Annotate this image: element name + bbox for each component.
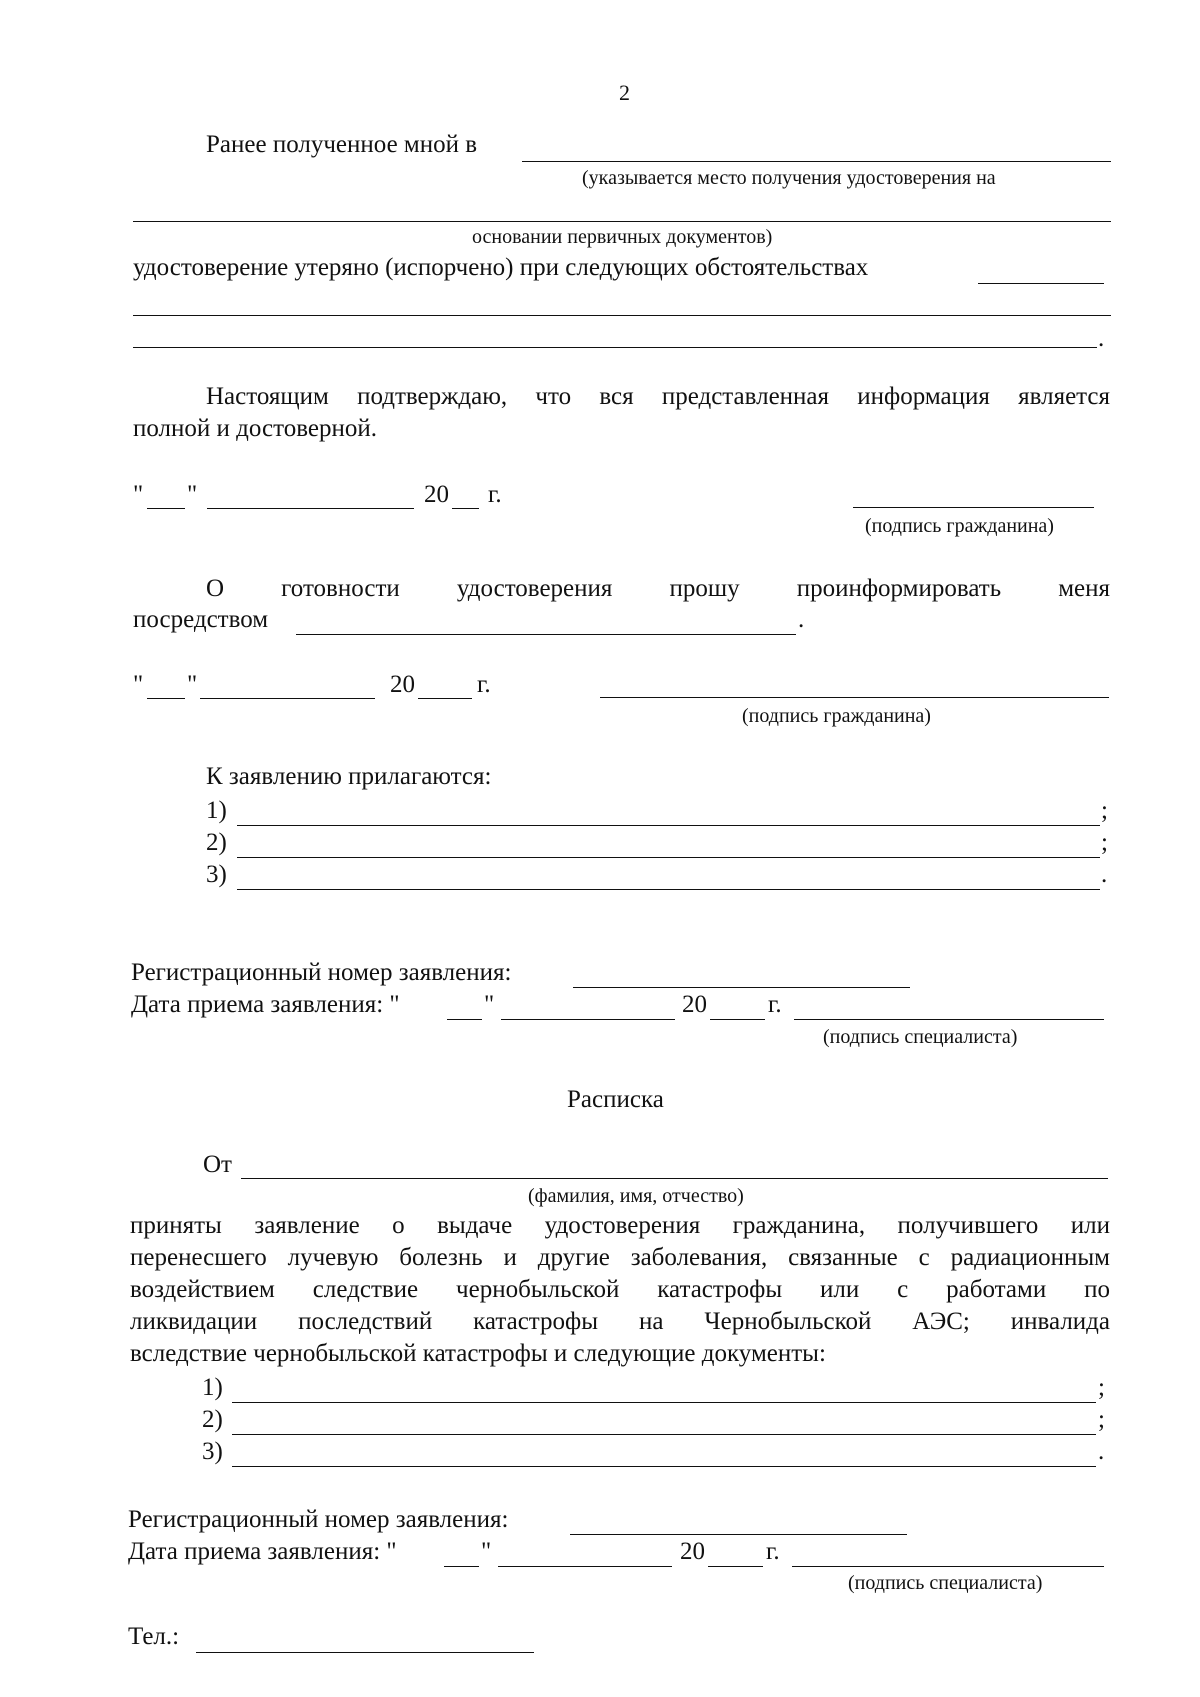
citizen-signature-line-2[interactable] — [600, 697, 1109, 698]
specialist-signature-line-1[interactable] — [794, 1019, 1104, 1020]
reception-year-suffix-2: г. — [766, 1538, 780, 1565]
place-field-line[interactable] — [522, 161, 1111, 162]
date1-month-line[interactable] — [207, 508, 414, 509]
date1-year-suffix: г. — [488, 481, 502, 508]
attachment-2-number: 2) — [206, 829, 227, 856]
date1-year-line[interactable] — [452, 508, 479, 509]
date2-year-prefix: 20 — [390, 671, 415, 698]
date2-year-line[interactable] — [418, 698, 472, 699]
lost-intro: Ранее полученное мной в — [206, 131, 478, 158]
receipt-fio-line[interactable] — [241, 1178, 1108, 1179]
receipt-doc-3-end: . — [1098, 1438, 1105, 1465]
receipt-doc-2-line[interactable] — [232, 1434, 1096, 1435]
date2-day-line[interactable] — [147, 698, 185, 699]
registration-number-label-1: Регистрационный номер заявления: — [131, 959, 512, 986]
attachment-2-line[interactable] — [237, 857, 1100, 858]
receipt-doc-3-line[interactable] — [232, 1466, 1096, 1467]
receipt-body-line-1: приняты заявление о выдаче удостоверения гражданина, получившего или — [130, 1212, 1110, 1239]
place-hint-2: основании первичных документов) — [472, 226, 773, 248]
phone-label: Тел.: — [128, 1623, 180, 1650]
date1-quote-open: " — [133, 481, 144, 508]
registration-number-label-2: Регистрационный номер заявления: — [128, 1506, 509, 1533]
attachment-2-end: ; — [1101, 829, 1108, 856]
date1-day-line[interactable] — [147, 508, 185, 509]
reception-quote-close-2: " — [481, 1538, 492, 1565]
date2-month-line[interactable] — [200, 698, 375, 699]
receipt-body — [130, 1210, 1110, 1370]
receipt-body-line-5: вследствие чернобыльской катастрофы и следующие документы: — [130, 1340, 826, 1367]
place-field-line-2[interactable] — [133, 221, 1111, 222]
attachment-3-number: 3) — [206, 861, 227, 888]
receipt-fio-caption: (фамилия, имя, отчество) — [528, 1185, 744, 1207]
reception-day-line-1[interactable] — [447, 1019, 482, 1020]
place-hint: (указывается место получения удостоверения на — [582, 167, 996, 189]
reception-month-line-2[interactable] — [498, 1566, 672, 1567]
receipt-doc-1-line[interactable] — [232, 1402, 1096, 1403]
receipt-doc-1-number: 1) — [202, 1374, 223, 1401]
date2-quote-open: " — [133, 671, 144, 698]
attachments-heading: К заявлению прилагаются: — [206, 763, 492, 790]
receipt-body-line-4: ликвидации последствий катастрофы на Чернобыльской АЭС; инвалида — [130, 1308, 1110, 1335]
confirmation-line-1: Настоящим подтверждаю, что вся представленная информация является — [206, 383, 1110, 410]
notify-end: . — [798, 606, 805, 633]
receipt-from-label: От — [203, 1151, 232, 1178]
reception-year-prefix-2: 20 — [680, 1538, 705, 1565]
page-number: 2 — [619, 80, 630, 105]
reception-date-label-2: Дата приема заявления: " — [128, 1538, 397, 1565]
reception-quote-close-1: " — [484, 991, 495, 1018]
citizen-signature-line-1[interactable] — [853, 507, 1094, 508]
date1-year-prefix: 20 — [424, 481, 449, 508]
circumstances-line-1[interactable] — [978, 283, 1104, 284]
receipt-doc-3-number: 3) — [202, 1438, 223, 1465]
specialist-signature-line-2[interactable] — [792, 1566, 1104, 1567]
reception-year-line-1[interactable] — [710, 1019, 765, 1020]
attachment-1-line[interactable] — [237, 825, 1100, 826]
circumstances-line-2[interactable] — [133, 315, 1111, 316]
attachment-3-end: . — [1101, 861, 1108, 888]
circumstances-end: . — [1098, 325, 1105, 352]
reception-year-line-2[interactable] — [708, 1566, 763, 1567]
attachment-3-line[interactable] — [237, 889, 1100, 890]
attachment-1-end: ; — [1101, 797, 1108, 824]
notify-text — [133, 573, 1110, 605]
reception-month-line-1[interactable] — [501, 1019, 675, 1020]
receipt-doc-2-number: 2) — [202, 1406, 223, 1433]
notify-method-line[interactable] — [296, 634, 796, 635]
date1-quote-close: " — [187, 481, 198, 508]
registration-number-line-1[interactable] — [573, 987, 910, 988]
reception-year-suffix-1: г. — [768, 991, 782, 1018]
circumstances-label: удостоверение утеряно (испорчено) при следующих обстоятельствах — [133, 254, 869, 281]
receipt-body-line-3: воздействием следствие чернобыльской катастрофы или с работами по — [130, 1276, 1110, 1303]
receipt-title: Расписка — [567, 1086, 664, 1113]
reception-date-label-1: Дата приема заявления: " — [131, 991, 400, 1018]
citizen-signature-caption-1: (подпись гражданина) — [865, 515, 1054, 537]
specialist-signature-caption-2: (подпись специалиста) — [848, 1572, 1043, 1594]
phone-line[interactable] — [196, 1652, 534, 1653]
notify-line-2: посредством — [133, 606, 269, 633]
date2-quote-close: " — [187, 671, 198, 698]
specialist-signature-caption-1: (подпись специалиста) — [823, 1026, 1018, 1048]
reception-day-line-2[interactable] — [444, 1566, 479, 1567]
date2-year-suffix: г. — [477, 671, 491, 698]
citizen-signature-caption-2: (подпись гражданина) — [742, 705, 931, 727]
receipt-body-line-2: перенесшего лучевую болезнь и другие заболевания, связанные с радиационным — [130, 1244, 1110, 1271]
confirmation-line-2: полной и достоверной. — [133, 415, 377, 442]
confirmation-text — [133, 381, 1110, 445]
circumstances-line-3[interactable] — [133, 347, 1097, 348]
notify-line-1: О готовности удостоверения прошу проинформировать меня — [206, 575, 1110, 602]
receipt-doc-1-end: ; — [1098, 1374, 1105, 1401]
attachment-1-number: 1) — [206, 797, 227, 824]
registration-number-line-2[interactable] — [570, 1534, 907, 1535]
receipt-doc-2-end: ; — [1098, 1406, 1105, 1433]
reception-year-prefix-1: 20 — [682, 991, 707, 1018]
